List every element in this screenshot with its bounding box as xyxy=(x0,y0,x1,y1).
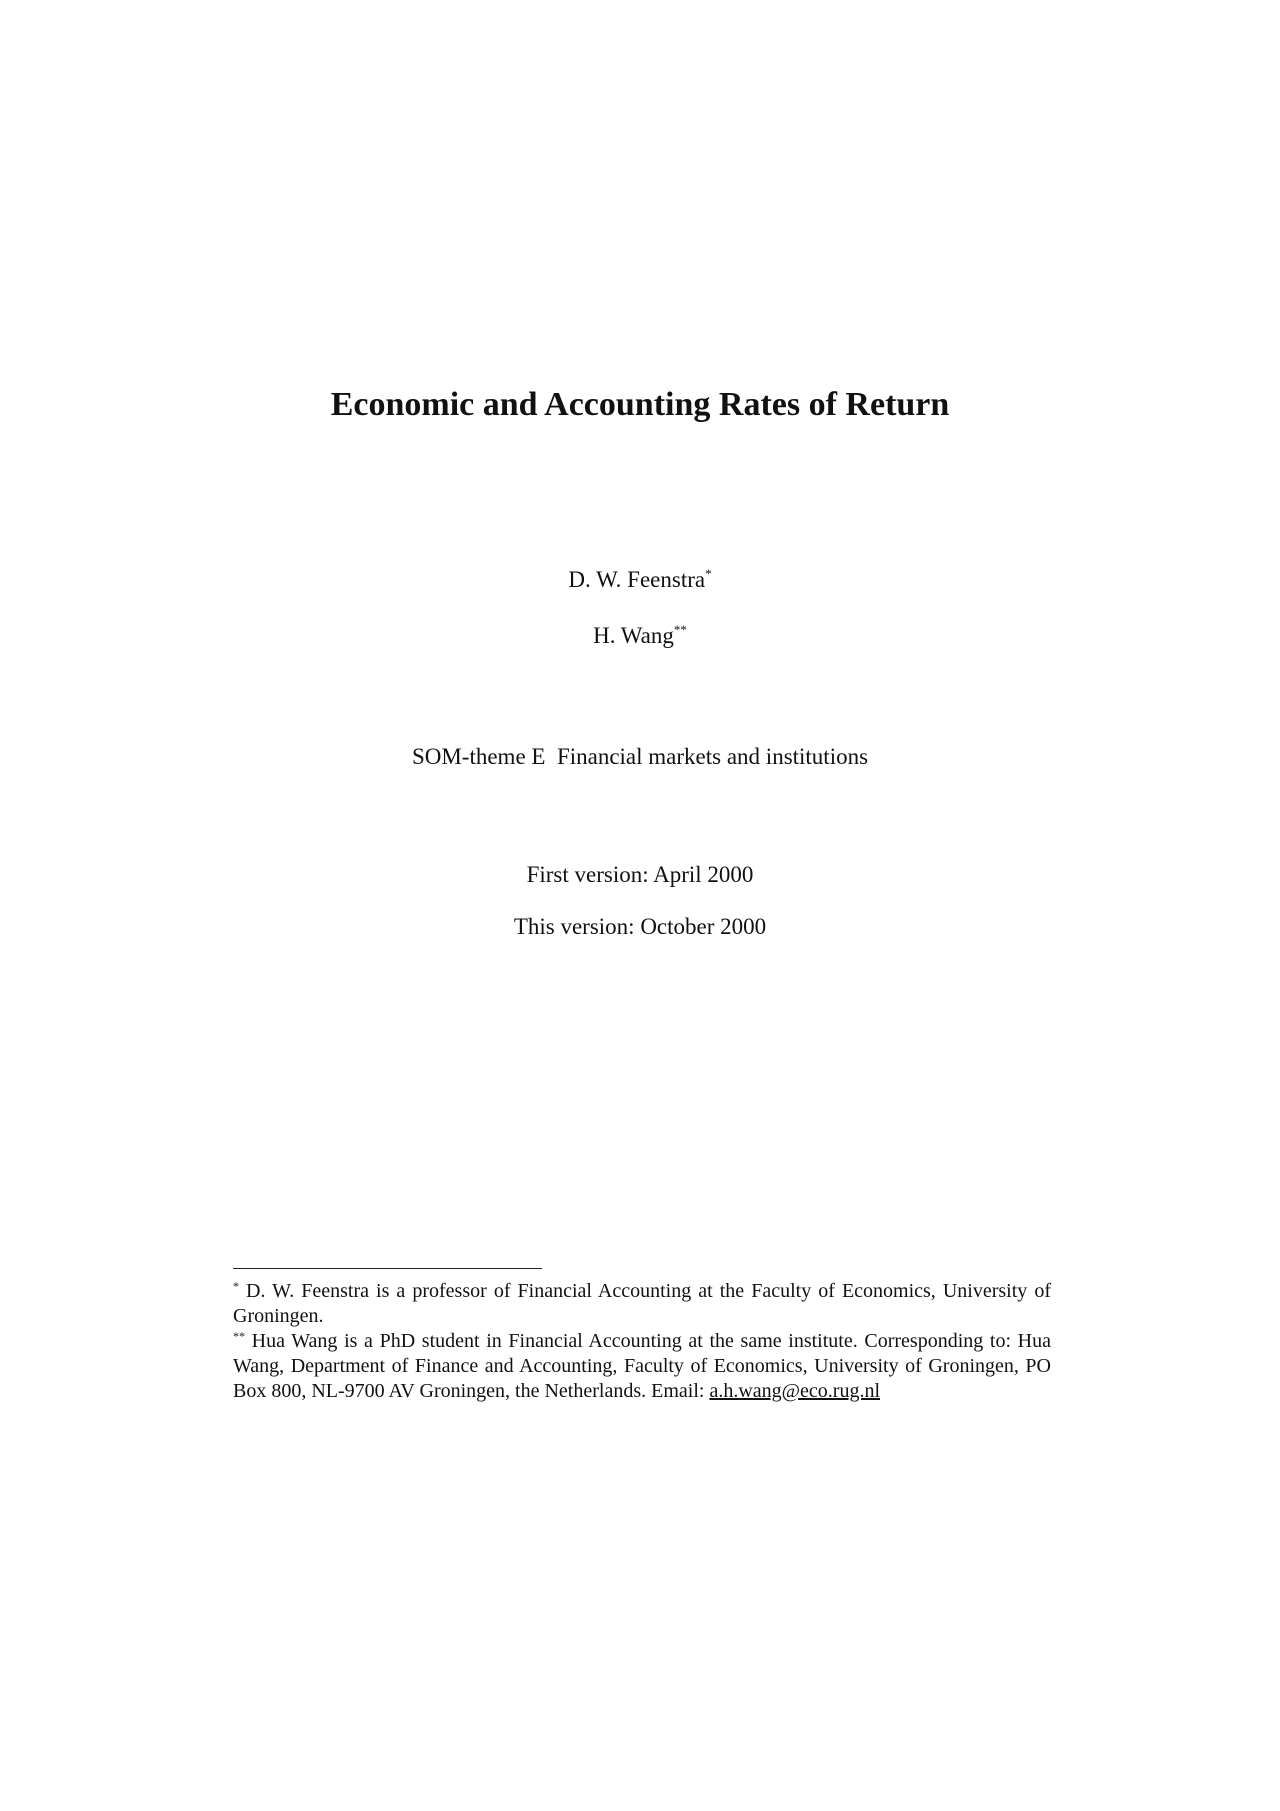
footnote-mark: * xyxy=(233,1279,239,1293)
footnote-text: D. W. Feenstra is a professor of Financial Accounting at the Faculty of Economics, University of Groningen. xyxy=(233,1280,1051,1327)
author-name: D. W. Feenstra xyxy=(568,567,706,592)
author-wang xyxy=(0,622,1280,650)
paper-title: Economic and Accounting Rates of Return xyxy=(330,386,950,423)
author-footnote-mark: * xyxy=(705,566,712,581)
footnote-wang xyxy=(233,1329,1051,1404)
email-link[interactable]: a.h.wang@eco.rug.nl xyxy=(709,1380,881,1402)
footnote-text: Hua Wang is a PhD student in Financial Accounting at the same institute. Corresponding to: Hua Wang, Department of Finance and Accounting, Faculty of Economics, University of Groningen, PO Box 800, NL-9700 AV Groningen, the Netherlands. Email: xyxy=(233,1330,1051,1402)
author-name: H. Wang xyxy=(593,623,674,648)
this-version-date: This version: October 2000 xyxy=(513,914,767,939)
first-version-date: First version: April 2000 xyxy=(526,862,754,887)
author-footnote-mark: ** xyxy=(673,622,687,637)
footnote-divider xyxy=(233,1268,542,1269)
footnote-mark: ** xyxy=(233,1329,245,1343)
som-theme: SOM-theme E Financial markets and institutions xyxy=(411,744,869,769)
footnote-feenstra xyxy=(233,1279,1051,1329)
footnotes xyxy=(233,1279,1051,1404)
author-feenstra xyxy=(0,566,1280,594)
